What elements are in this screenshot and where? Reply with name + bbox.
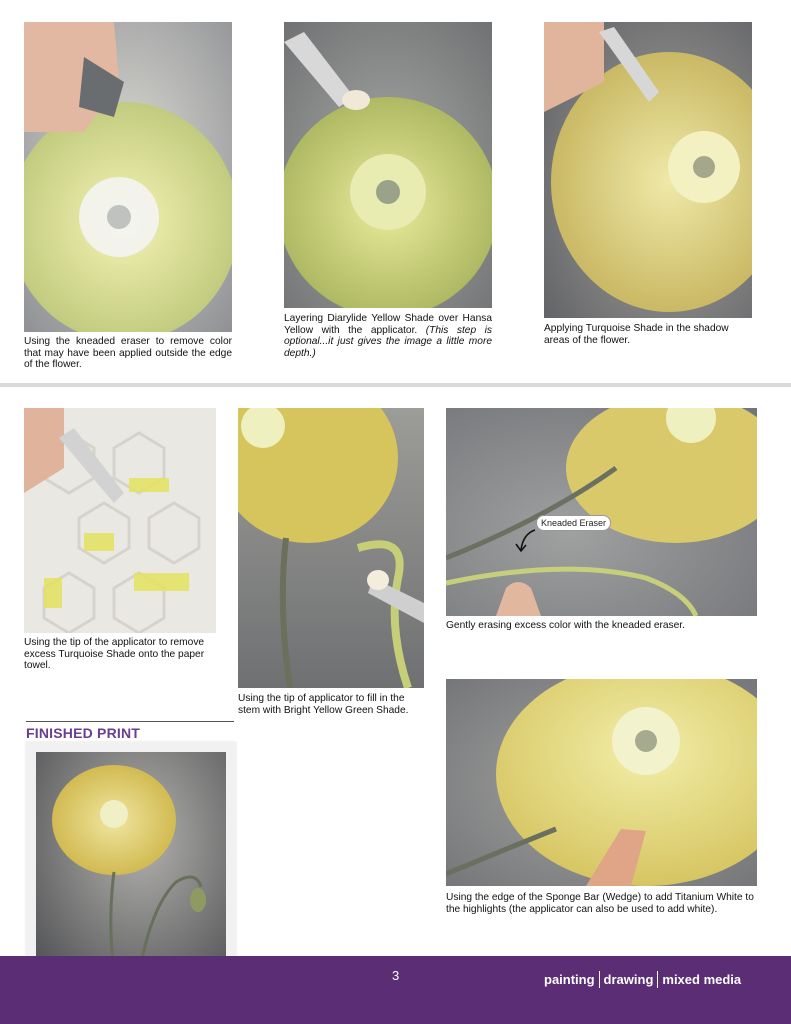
caption-6: Gently erasing excess color with the kneaded eraser. bbox=[446, 620, 685, 631]
arrow-curve-icon bbox=[515, 528, 539, 554]
finished-print-title: FINISHED PRINT bbox=[26, 725, 141, 741]
photo-stem-fill bbox=[238, 408, 424, 688]
photo-eraser-outside-edge bbox=[24, 22, 232, 332]
photo-sponge-highlights bbox=[446, 679, 757, 886]
brand-mixed-media: mixed media bbox=[662, 972, 742, 987]
kneaded-eraser-callout: Kneaded Eraser bbox=[536, 515, 611, 531]
footer-brand bbox=[544, 971, 741, 988]
caption-2-italic: (This step is optional...it just gives the image a little more depth.) bbox=[284, 324, 492, 359]
caption-2 bbox=[284, 313, 492, 359]
brand-separator bbox=[599, 971, 600, 988]
caption-7: Using the edge of the Sponge Bar (Wedge) to add Titanium White to the highlights (the applicator can also be used to add white). bbox=[446, 892, 754, 915]
finished-print-rule bbox=[26, 721, 234, 722]
caption-2-main: Layering Diarylide Yellow Shade over Hansa Yellow with the applicator. bbox=[284, 313, 492, 336]
brand-drawing: drawing bbox=[603, 972, 654, 987]
footer-bar bbox=[0, 956, 791, 1024]
caption-5: Using the tip of applicator to fill in the stem with Bright Yellow Green Shade. bbox=[238, 693, 409, 716]
caption-1: Using the kneaded eraser to remove color that may have been applied outside the edge of the flower. bbox=[24, 336, 232, 370]
caption-3: Applying Turquoise Shade in the shadow areas of the flower. bbox=[544, 323, 729, 346]
page-number: 3 bbox=[392, 968, 400, 983]
photo-turquoise-shade bbox=[544, 22, 752, 318]
caption-4: Using the tip of the applicator to remove excess Turquoise Shade onto the paper towel. bbox=[24, 637, 205, 671]
photo-erasing-excess bbox=[446, 408, 757, 616]
brand-painting: painting bbox=[544, 972, 595, 987]
section-divider bbox=[0, 383, 791, 387]
photo-paper-towel bbox=[24, 408, 216, 633]
brand-separator bbox=[657, 971, 658, 988]
photo-layering-yellow bbox=[284, 22, 492, 308]
